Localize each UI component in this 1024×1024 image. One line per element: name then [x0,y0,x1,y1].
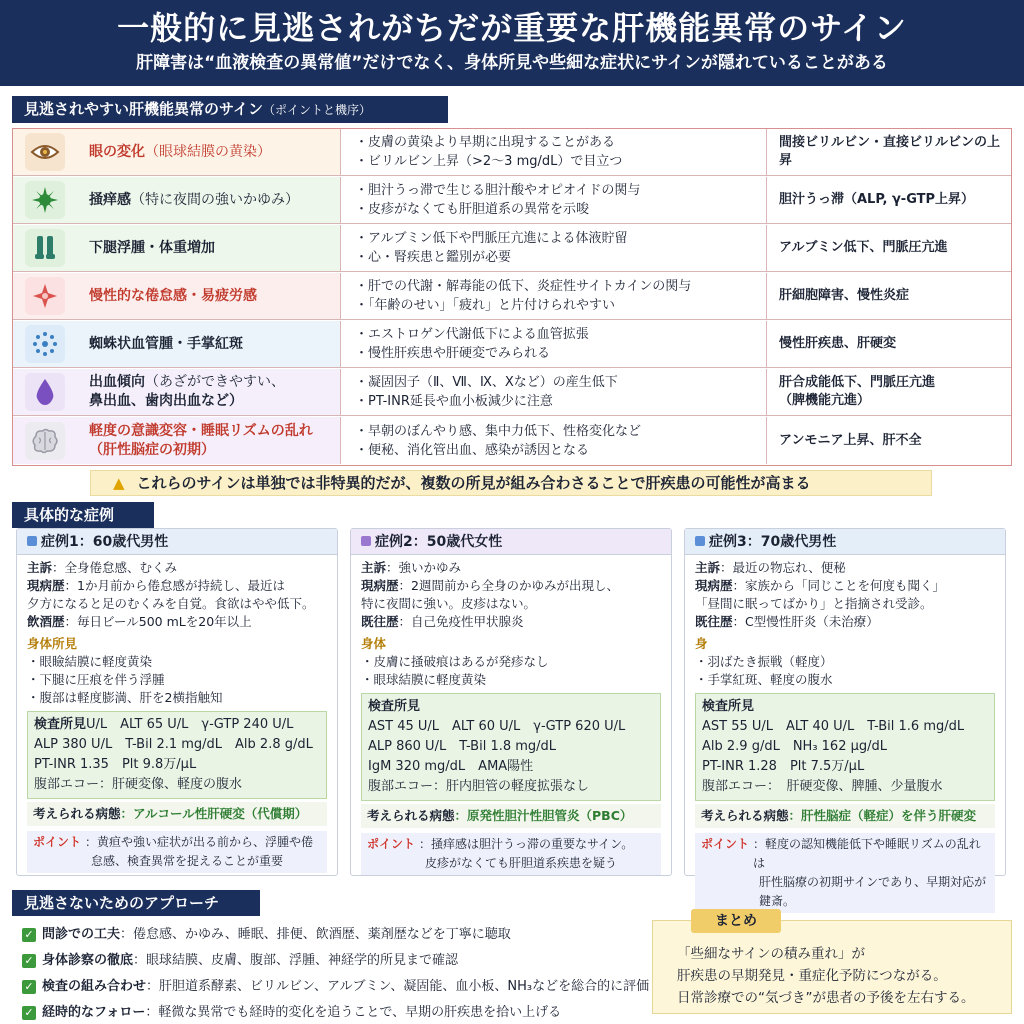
case-complaint-key: 主訴 [361,560,387,575]
case-complaint-key: 主訴 [695,560,721,575]
approach-item [22,1000,662,1024]
case-lab-line: Alb 2.9 g/dL NH₃ 162 μg/dL [702,739,888,754]
case-history-key: 現病歴 [695,578,733,593]
sign-name-line2: （肝性脳症の初期） [89,441,215,458]
case-finding: ・眼瞼結膜に軽度黄染 [27,654,153,669]
legs-icon [25,229,65,267]
case-background-key: 飲酒歴 [27,614,65,629]
sign-mechanism-text [779,239,947,257]
sign-name-paren: （特に夜間の強いかゆみ） [131,191,299,208]
sign-mechanism [767,177,1011,223]
case-findings-title: 身体所見 [27,636,78,651]
case-lab-title: 検査所見 [702,699,755,714]
case-lab-line: 腹部エコー： 肝硬変像、脾腫、少量腹水 [702,779,943,794]
case-history-value: ：家族から「同じことを何度も聞く」 [732,578,946,593]
sign-desc-line: ・心・腎疾患と鑑別が必要 [355,250,512,265]
sign-desc-line: ・便秘、消化管出血、感染が誘因となる [355,442,590,458]
sign-name-line2: 鼻出血、歯肉出血など） [89,393,243,409]
case-title [685,529,1005,555]
case-body [685,555,1005,913]
sign-mech-line: 間接ビリルビン・直接ビリルビンの上昇 [779,135,1001,168]
sign-mechanism-text [779,432,921,450]
case-point-line: ：軽度の認知機能低下や睡眠リズムの乱れは [753,837,981,870]
case-lab-value: U/L ALT 65 U/L γ-GTP 240 U/L [86,717,294,732]
case-history-cont [695,595,995,613]
case-history-key: 現病歴 [27,578,65,593]
notice-text: これらのサインは単独では非特異的だが、複数の所見が組み合わさることで肝疾患の可能性が高まる [136,474,811,492]
signs-section-subtitle: （ポイントと機序） [262,103,371,117]
sign-icon-cell [13,177,77,223]
approach-item-key: 身体診察の徹底 [42,953,134,968]
signs-section-label [12,96,448,123]
case-point-line: 皮疹がなくても肝胆道系疾患を疑う [425,856,618,870]
case-diagnosis [27,802,327,826]
blood-drop-icon [25,373,65,411]
sign-row [13,177,1011,224]
case-bullet-icon [361,536,371,546]
case-point-line: ：掻痒感は胆汁うっ滞の重要なサイン。 [419,837,634,851]
sign-mechanism [767,417,1011,464]
case-point-line: 怠感、検査異常を捉えることが重要 [91,854,284,868]
cases-section-label: 具体的な症例 [12,502,154,528]
case-finding: ・眼球結膜に軽度黄染 [361,672,487,687]
case-diagnosis [695,804,995,828]
sign-mechanism [767,321,1011,367]
case-background-key: 既往歴 [361,614,399,629]
case-diagnosis-key: 考えられる病態 [33,806,121,821]
case-bullet-icon [27,536,37,546]
case-point-text [85,833,313,871]
case-point-key: ポイント [701,837,750,851]
case-point-key: ポイント [367,837,416,851]
case-diagnosis-value: ：肝性脳症（軽症）を伴う肝硬変 [788,808,977,823]
sign-mechanism [767,273,1011,319]
sign-desc-line: ・エストロゲン代謝低下による血管拡張 [355,327,589,342]
sign-mechanism [767,225,1011,271]
summary-line: 「些細なサインの積み重れ」が [677,946,866,962]
case-diagnosis-key: 考えられる病態 [701,808,789,823]
case-lab-line: 腹部エコー：肝硬変像、軽度の腹水 [34,777,243,792]
case-point [361,833,661,875]
sign-description [341,321,767,367]
approach-section-label: 見逃さないためのアプローチ [12,890,260,916]
sign-desc-line: ・早朝のぼんやり感、集中力低下、性格変化など [355,423,642,439]
case-history-cont-value: 「昼間に眠ってばかり」と指摘され受診。 [695,596,933,611]
sign-name-paren: （あざができやすい、 [145,374,285,390]
case-lab-line: PT-INR 1.35 Plt 9.8万/μL [34,757,197,772]
case-lab-line: 腹部エコー：肝内胆管の軽度拡張なし [368,779,590,794]
sign-mech-line: 慢性肝疾患、肝硬変 [779,336,897,351]
signs-table [12,128,1012,466]
case-complaint [27,559,327,577]
case-history-value: ：1か月前から倦怠感が持続し、最近は [64,578,285,593]
case-complaint-key: 主訴 [27,560,53,575]
sign-mech-line: 胆汁うっ滞（ALP, γ-GTP上昇） [779,192,975,207]
case-title-text: 症例3：70歳代男性 [709,534,837,550]
sign-name-main: 下腿浮腫・体重増加 [89,239,215,256]
case-point-key: ポイント [33,835,82,849]
sign-name-main: 軽度の意識変容・睡眠リズムの乱れ [89,422,313,439]
sign-description [341,177,767,223]
case-history-value: ：2週間前から全身のかゆみが出現し、 [398,578,619,593]
case-history [361,577,661,595]
case-complaint-value: ：最近の物忘れ、便秘 [720,560,846,575]
sign-desc-line: ・皮膚の黄染より早期に出現することがある [355,135,616,150]
case-body [17,555,337,873]
case-title-text: 症例1：60歳代男性 [41,534,169,550]
case-lab-line: IgM 320 mg/dL AMA陽性 [368,759,534,774]
case-lab-line: ALP 860 U/L T-Bil 1.8 mg/dL [368,739,557,754]
sign-desc-line: ・アルブミン低下や門脈圧亢進による体液貯留 [355,231,628,246]
approach-item-key: 検査の組み合わせ [42,979,147,994]
sign-mech-line: アルブミン低下、門脈圧亢進 [779,240,948,255]
case-lab-line: AST 45 U/L ALT 60 U/L γ-GTP 620 U/L [368,719,626,734]
case-findings-title: 身 [695,636,708,651]
case-finding: ・手掌紅斑、軽度の腹水 [695,672,833,687]
sign-mech-line: 肝合成能低下、門脈圧亢進 [779,375,936,390]
sign-name-text [89,191,299,210]
case-finding: ・腹部は軽度膨満、肝を2横指触知 [27,690,223,705]
case-diagnosis-key: 考えられる病態 [367,808,455,823]
sign-name-main: 掻痒感 [89,191,131,208]
sign-name-paren: （眼球結膜の黄染） [145,143,271,160]
approach-item-key: 経時的なフォロー [42,1005,146,1020]
sign-name-main: 蜘蛛状血管腫・手掌紅斑 [89,335,243,352]
signs-section-title: 見逃されやすい肝機能異常のサイン [24,100,263,118]
sign-mech-line: アンモニア上昇、肝不全 [779,432,922,448]
case-findings-title: 身体 [361,636,387,651]
page-subtitle: 肝障害は“血液検査の異常値”だけでなく、身体所見や些細な症状にサインが隠れていることがある [136,53,888,73]
approach-item-value: ：軽微な異常でも経時的変化を追うことで、早期の肝疾患を拾い上げる [145,1005,562,1020]
checkmark-icon: ✓ [22,980,36,994]
case-lab-title: 検査所見 [368,699,421,714]
sign-icon-cell [13,369,77,415]
summary-line: 肝疾患の早期発見・重症化予防につながる。 [677,968,947,984]
sign-name [77,225,341,271]
approach-item [22,948,662,974]
brain-icon [25,422,65,460]
spider-angioma-icon [25,325,65,363]
itch-icon [25,181,65,219]
sign-icon-cell [13,417,77,464]
approach-list [22,922,662,1024]
sign-mech-line: 肝細胞障害、慢性炎症 [779,288,910,303]
case-bullet-icon [695,536,705,546]
case-complaint [695,559,995,577]
sign-name-text [89,422,313,460]
case-title-text: 症例2：50歳代女性 [375,534,503,550]
case-history-key: 現病歴 [361,578,399,593]
page-header [0,0,1024,86]
case-finding: ・皮膚に掻破痕はあるが発疹なし [361,654,549,669]
checkmark-icon: ✓ [22,954,36,968]
case-card [684,528,1006,908]
approach-item-value: ：肝胆道系酵素、ビリルビン、アルブミン、凝固能、血小板、NH₃などを総合的に評価 [146,979,650,994]
sign-description [341,417,767,464]
sign-row [13,321,1011,368]
sign-name-main: 出血傾向 [89,374,145,390]
sign-name [77,273,341,319]
sign-desc-line: ・「年齢のせい」「疲れ」と片付けられやすい [355,298,616,313]
sign-name-text [89,143,271,162]
case-lab-title: 検査所見 [34,717,87,732]
sign-desc-line: ・凝固因子（Ⅱ、Ⅶ、Ⅸ、Ⅹなど）の産生低下 [355,375,618,390]
sign-name [77,129,341,175]
summary-text [677,943,975,1009]
case-point [695,833,995,913]
case-background-value: ：C型慢性肝炎（未治療） [732,614,879,629]
case-lab-line: ALP 380 U/L T-Bil 2.1 mg/dL Alb 2.8 g/dL [34,737,313,752]
case-card [16,528,338,876]
case-point-line: 肝性脳療の初期サインであり、早期対応が鍵斎。 [759,875,987,908]
case-background-value: ：自己免疫性甲状腺炎 [398,614,524,629]
sign-description [341,129,767,175]
sign-icon-cell [13,129,77,175]
case-history-cont-value: 夕方になると足のむくみを自覚。食欲はやや低下。 [27,596,315,611]
summary-line: 日常診療での“気づき”が患者の予後を左右する。 [677,990,975,1006]
summary-box [652,913,1012,1014]
case-complaint-value: ：全身倦怠感、むくみ [52,560,178,575]
case-complaint-value: ：強いかゆみ [386,560,462,575]
case-point-text [419,835,633,873]
case-background [27,613,327,631]
sign-description [341,273,767,319]
case-point-line: ：黄疸や強い症状が出る前から、浮腫や倦 [85,835,314,849]
case-lab-box [27,711,327,799]
case-finding: ・羽ばたき振戦（軽度） [695,654,833,669]
sign-desc-line: ・ビリルビン上昇（>2〜3 mg/dL）で目立つ [355,154,623,169]
sign-desc-line: ・PT-INR延長や血小板減少に注意 [355,394,553,409]
sign-desc-line: ・胆汁うっ滞で生じる胆汁酸やオピオイドの関与 [355,183,641,198]
sign-mechanism-text [779,287,909,305]
approach-item-key: 問診での工夫 [42,927,121,942]
case-complaint [361,559,661,577]
sign-mech-line: （脾機能亢進） [779,393,871,408]
sign-mechanism-text [779,191,974,209]
sign-name [77,417,341,464]
case-history [27,577,327,595]
case-background [361,613,661,631]
sign-name [77,369,341,415]
case-title [17,529,337,555]
case-diagnosis-value: ：アルコール性肝硬変 [120,806,245,821]
sign-desc-line: ・肝での代謝・解毒能の低下、炎症性サイトカインの関与 [355,279,692,294]
case-finding: ・下腿に圧痕を伴う浮腫 [27,672,165,687]
case-lab-line: PT-INR 1.28 Plt 7.5万/μL [702,759,865,774]
case-lab-box [361,693,661,801]
sign-desc-line: ・皮疹がなくても肝胆道系の異常を示唆 [355,202,590,217]
sign-name-main: 眼の変化 [89,143,145,160]
sign-desc-line: ・慢性肝疾患や肝硬変でみられる [355,346,551,361]
fatigue-icon [25,277,65,315]
case-lab-line: AST 55 U/L ALT 40 U/L T-Bil 1.6 mg/dL [702,719,965,734]
sign-name [77,177,341,223]
sign-name-text [89,239,215,258]
case-history-cont-value: 特に夜間に強い。皮疹はない。 [361,596,537,611]
case-diagnosis-value: ：原発性胆汁性胆管炎（PBC） [454,808,633,823]
approach-item-value: ：倦怠感、かゆみ、睡眠、排便、飲酒歴、薬剤歴などを丁寧に聴取 [120,927,511,942]
sign-row [13,129,1011,176]
sign-description [341,369,767,415]
sign-mechanism-text [779,134,1011,170]
sign-row [13,369,1011,416]
case-point-text [753,835,989,911]
case-diagnosis [361,804,661,828]
case-background-value: ：毎日ビール500 mLを20年以上 [64,614,252,629]
checkmark-icon: ✓ [22,928,36,942]
eye-icon [25,133,65,171]
case-point [27,831,327,873]
sign-name-text [89,287,257,306]
case-title [351,529,671,555]
sign-icon-cell [13,321,77,367]
approach-item [22,922,662,948]
case-history [695,577,995,595]
sign-name-text [89,335,243,354]
case-diagnosis-note: （代償期） [244,806,308,821]
case-background [695,613,995,631]
case-body [351,555,671,875]
case-lab-box [695,693,995,801]
sign-icon-cell [13,225,77,271]
notice-banner [90,470,932,496]
sign-description [341,225,767,271]
sign-mechanism [767,129,1011,175]
approach-item-value: ：眼球結膜、皮膚、腹部、浮腫、神経学的所見まで確認 [133,953,459,968]
case-background-key: 既往歴 [695,614,733,629]
case-history-cont [27,595,327,613]
sign-mechanism-text [779,335,896,353]
sign-row [13,225,1011,272]
checkmark-icon: ✓ [22,1006,36,1020]
sign-name-main: 慢性的な倦怠感・易疲労感 [89,287,257,304]
sign-mechanism-text [779,374,935,410]
sign-name-text [89,373,285,411]
sign-icon-cell [13,273,77,319]
case-lab-line [34,715,320,735]
case-card [350,528,672,876]
warning-icon: ▲ [113,474,125,492]
approach-item [22,974,662,1000]
summary-tag: まとめ [691,909,781,933]
page-title: 一般的に見逃されがちだが重要な肝機能異常のサイン [117,9,907,47]
sign-name [77,321,341,367]
sign-row [13,273,1011,320]
case-history-cont [361,595,661,613]
sign-mechanism [767,369,1011,415]
sign-row [13,417,1011,464]
